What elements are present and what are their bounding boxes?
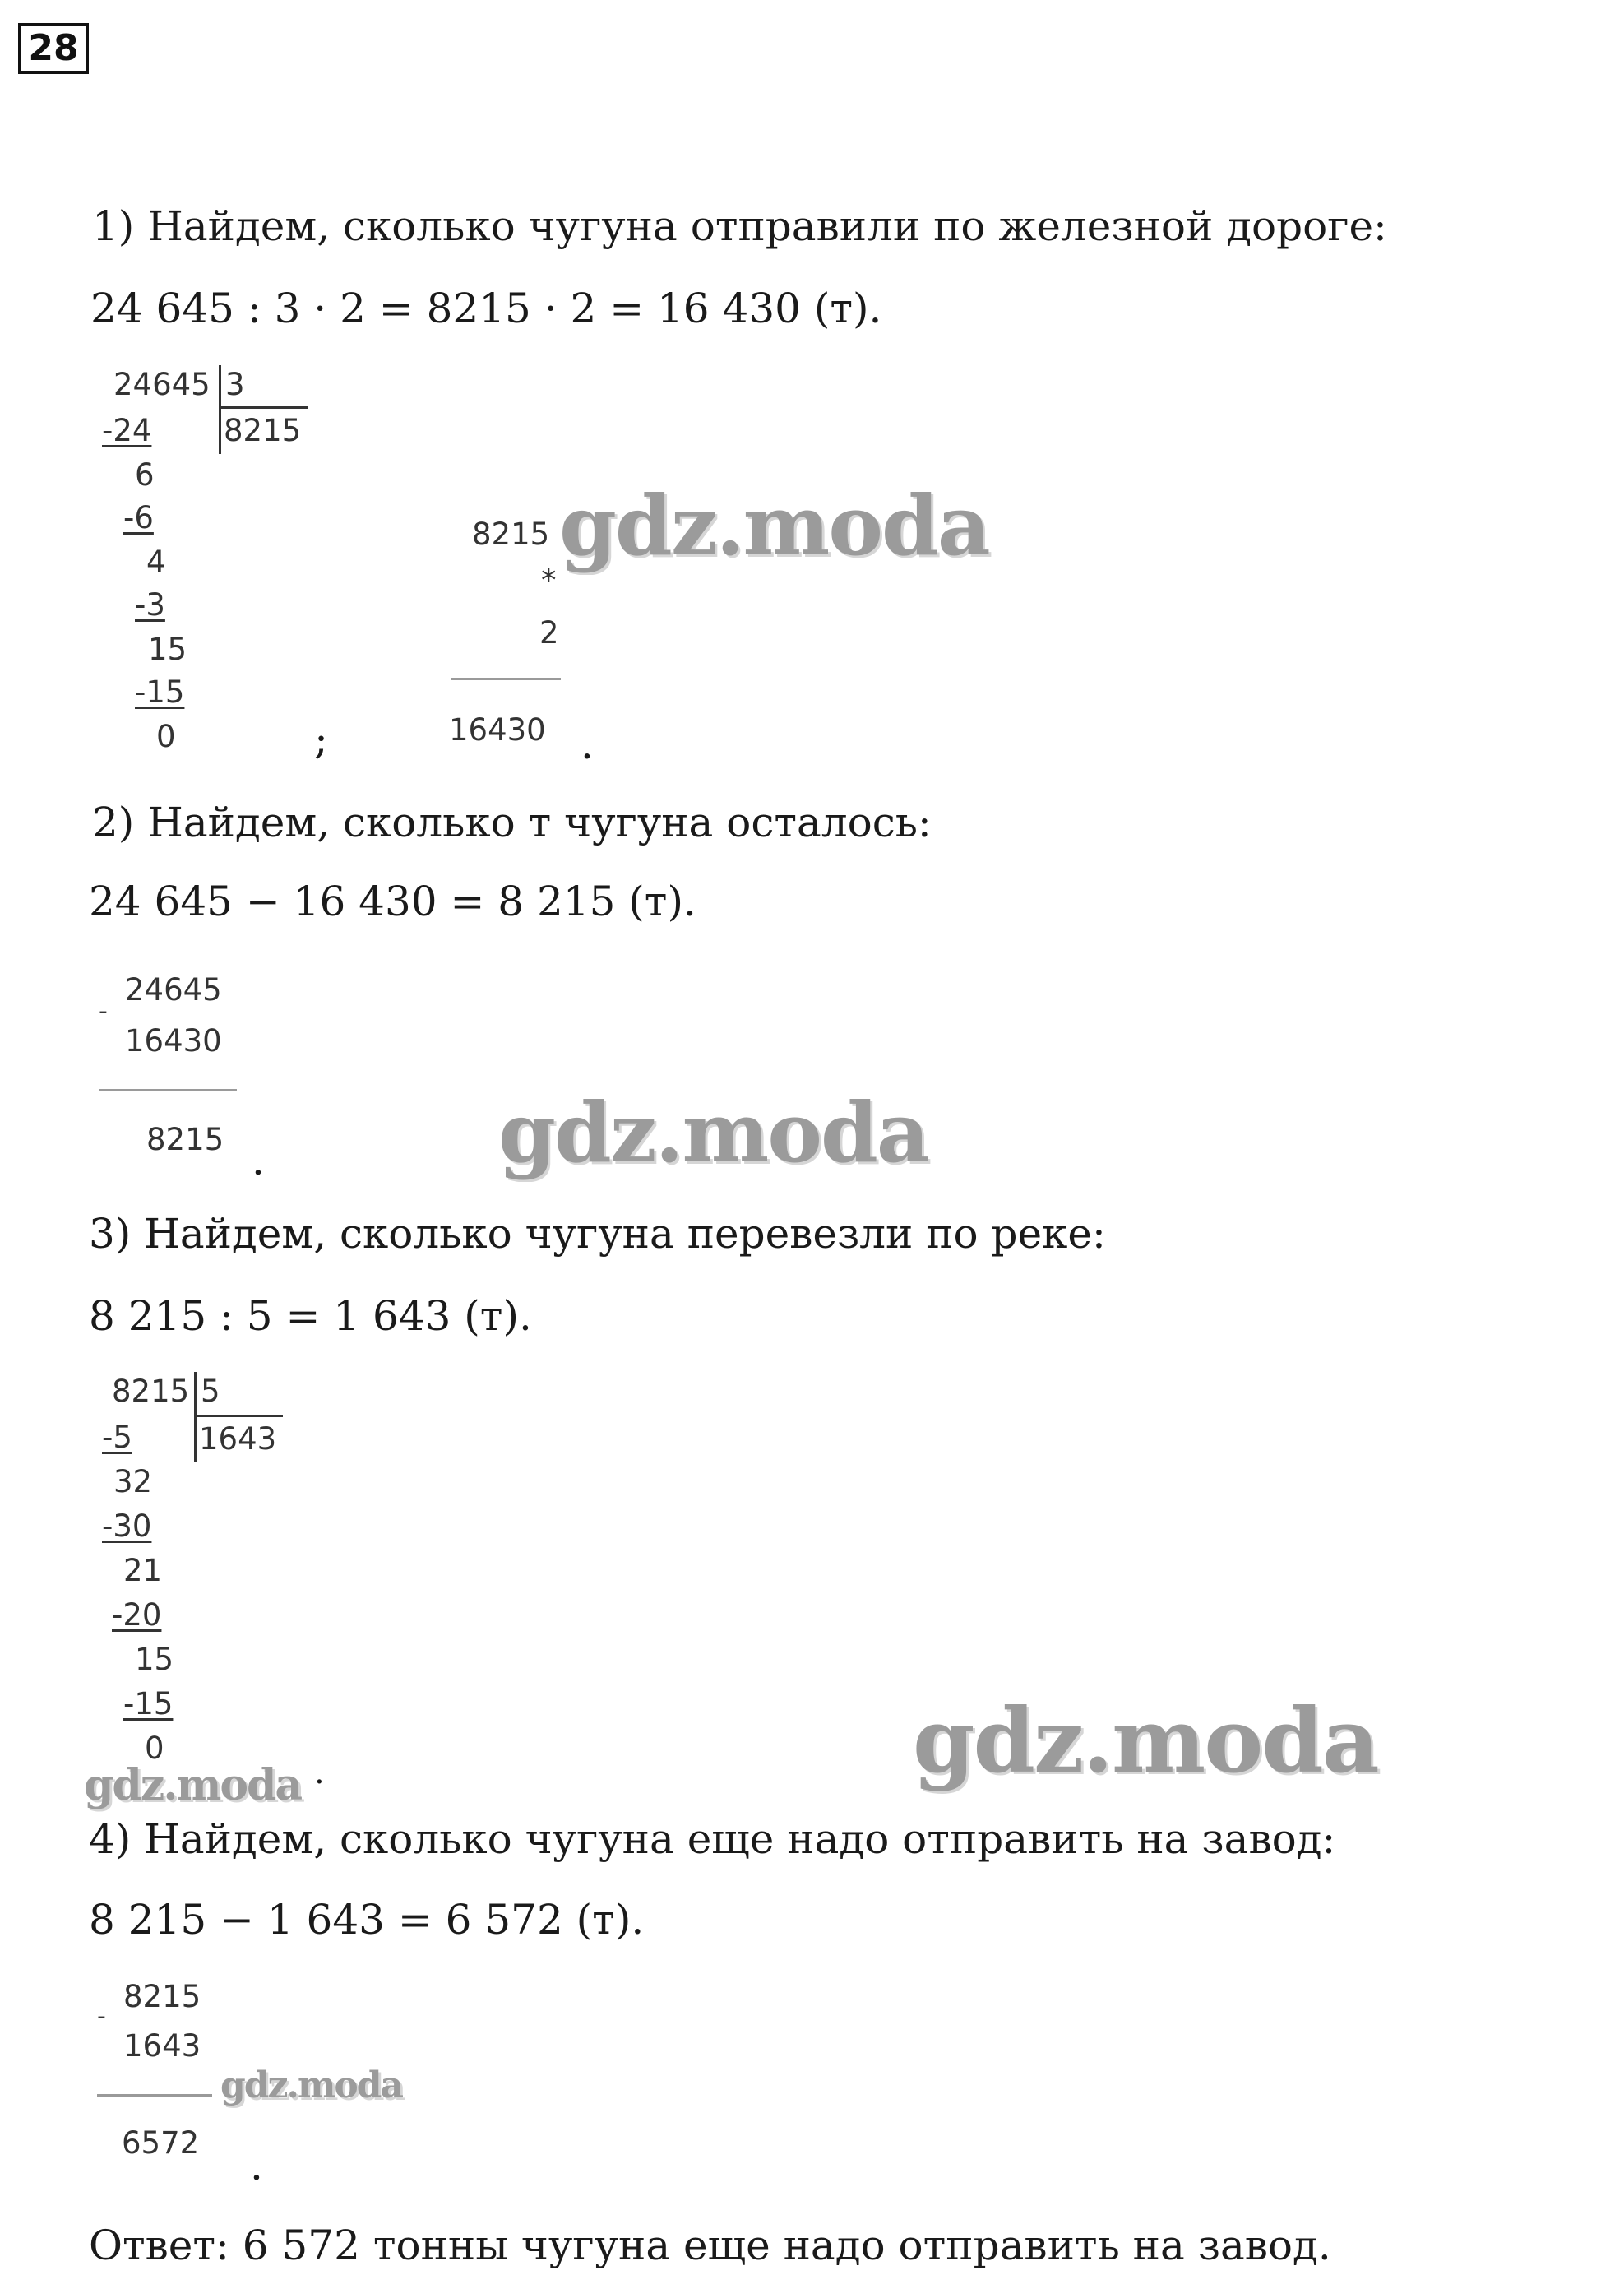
- division-1-line: -6: [123, 500, 154, 535]
- step-4-text: 4) Найдем, сколько чугуна еще надо отправить на завод:: [89, 1815, 1336, 1863]
- subtraction-1-result: 8215: [146, 1122, 224, 1157]
- watermark: gdz.moda: [220, 2064, 403, 2106]
- division-1-line: -3: [135, 587, 165, 623]
- division-2-line: -30: [102, 1508, 152, 1544]
- step-3-text: 3) Найдем, сколько чугуна перевезли по реке:: [89, 1210, 1106, 1258]
- division-2-line: 32: [113, 1464, 153, 1499]
- step-2-text: 2) Найдем, сколько т чугуна осталось:: [92, 799, 932, 846]
- division-1-line: 15: [148, 632, 187, 667]
- multiplication-1-factor-b: 2: [539, 615, 559, 651]
- period: .: [250, 2142, 263, 2189]
- step-1-text: 1) Найдем, сколько чугуна отправили по железной дороге:: [92, 202, 1387, 250]
- division-1-line: 6: [135, 457, 155, 493]
- division-1-line: -24: [102, 413, 152, 448]
- division-2-vertical-line: [194, 1372, 197, 1462]
- period: .: [252, 1137, 265, 1184]
- division-1-divisor: 3: [225, 367, 245, 402]
- division-2-quotient: 1643: [199, 1421, 277, 1457]
- division-1-line: 4: [146, 544, 166, 580]
- multiplication-1-factor-a: 8215: [472, 517, 550, 552]
- step-2-expression: 24 645 − 16 430 = 8 215 (т).: [89, 878, 696, 925]
- step-1-expression: 24 645 : 3 · 2 = 8215 · 2 = 16 430 (т).: [90, 285, 882, 332]
- subtraction-2-line: [97, 2094, 212, 2097]
- semicolon: ;: [314, 716, 328, 763]
- watermark: gdz.moda: [498, 1084, 928, 1181]
- period: .: [581, 721, 594, 768]
- multiplication-1-result: 16430: [449, 712, 546, 748]
- division-1-quotient: 8215: [224, 413, 302, 448]
- division-1-line: -15: [135, 674, 185, 710]
- division-2-line: -20: [112, 1597, 162, 1633]
- division-1-horizontal-line: [219, 406, 308, 409]
- subtraction-2-sign: -: [97, 2002, 106, 2031]
- division-1-line: 0: [156, 719, 176, 754]
- division-2-divisor: 5: [201, 1374, 220, 1409]
- subtraction-1-minuend: 24645: [125, 972, 222, 1008]
- division-2-line: 15: [135, 1642, 174, 1677]
- subtraction-1-sign: -: [99, 997, 108, 1026]
- multiplication-1-line: [451, 678, 561, 680]
- division-2-line: -15: [123, 1686, 174, 1721]
- division-1-vertical-line: [219, 365, 221, 454]
- division-2-line: 0: [145, 1731, 164, 1766]
- problem-number-badge: 28: [18, 23, 89, 74]
- step-4-expression: 8 215 − 1 643 = 6 572 (т).: [89, 1896, 645, 1944]
- multiplication-1-sign: *: [541, 563, 557, 598]
- watermark: gdz.moda: [84, 1760, 302, 1810]
- watermark: gdz.moda: [559, 477, 989, 574]
- subtraction-2-minuend: 8215: [123, 1979, 201, 2014]
- watermark: gdz.moda: [913, 1689, 1378, 1793]
- subtraction-1-line: [99, 1089, 237, 1091]
- division-2-line: 21: [123, 1553, 163, 1588]
- subtraction-2-result: 6572: [122, 2125, 200, 2161]
- period: .: [314, 1754, 325, 1791]
- division-2-horizontal-line: [194, 1415, 283, 1417]
- step-3-expression: 8 215 : 5 = 1 643 (т).: [89, 1292, 532, 1340]
- division-2-dividend: 8215: [112, 1374, 190, 1409]
- division-1-dividend: 24645: [113, 367, 211, 402]
- subtraction-1-subtrahend: 16430: [125, 1023, 222, 1059]
- answer-text: Ответ: 6 572 тонны чугуна еще надо отправить на завод.: [89, 2222, 1331, 2269]
- subtraction-2-subtrahend: 1643: [123, 2028, 201, 2064]
- division-2-line: -5: [102, 1420, 132, 1455]
